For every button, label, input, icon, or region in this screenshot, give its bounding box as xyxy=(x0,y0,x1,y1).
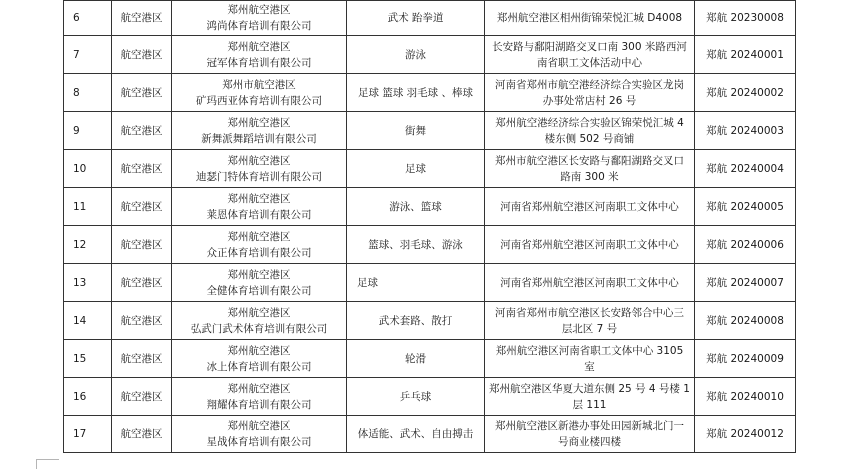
company-name-cell-text: 迪瑟门特体育培训有限公司 xyxy=(196,170,322,183)
company-name-cell-text: 郑州航空港区 xyxy=(227,154,291,167)
table-row xyxy=(64,416,796,453)
table-row xyxy=(64,150,796,188)
row-number-cell-text: 7 xyxy=(73,48,80,61)
district-cell xyxy=(112,340,172,378)
sport-cell-text: 足球 篮球 羽毛球 、棒球 xyxy=(357,86,473,99)
company-name-cell xyxy=(172,416,347,453)
license-number-cell-text: 郑航 20240004 xyxy=(706,162,784,175)
sport-cell xyxy=(347,416,485,453)
address-cell xyxy=(485,264,695,302)
address-cell-text: 郑州市航空港区长安路与鄱阳湖路交叉口 xyxy=(495,154,684,167)
license-number-cell xyxy=(695,264,796,302)
row-number-cell-text: 15 xyxy=(73,352,87,365)
company-name-cell-text: 郑州航空港区 xyxy=(227,116,291,129)
sport-cell-text: 体适能、武术、自由搏击 xyxy=(357,428,474,440)
company-name-cell-text: 新舞派舞蹈培训有限公司 xyxy=(201,132,317,145)
license-number-cell xyxy=(695,36,796,74)
license-number-cell-text: 郑航 20230008 xyxy=(706,12,784,24)
address-cell xyxy=(485,1,695,36)
district-cell xyxy=(112,416,172,453)
address-cell-text: 楼东侧 502 号商铺 xyxy=(544,132,635,145)
license-number-cell-text: 郑航 20240001 xyxy=(706,48,784,61)
company-name-cell xyxy=(172,302,347,340)
company-name-cell xyxy=(172,112,347,150)
sport-cell-text: 街舞 xyxy=(405,124,426,137)
district-cell-text: 航空港区 xyxy=(120,12,163,24)
sport-cell-text: 游泳、篮球 xyxy=(389,200,442,213)
table-row xyxy=(64,74,796,112)
company-name-cell-text: 郑州市航空港区 xyxy=(222,78,296,91)
district-cell-text: 航空港区 xyxy=(120,276,163,289)
company-name-cell-text: 郑州航空港区 xyxy=(227,40,291,53)
row-number-cell xyxy=(64,416,112,453)
row-number-cell xyxy=(64,340,112,378)
row-number-cell-text: 8 xyxy=(73,86,80,99)
district-cell-text: 航空港区 xyxy=(120,428,163,440)
license-number-cell-text: 郑航 20240003 xyxy=(706,124,784,137)
address-cell xyxy=(485,36,695,74)
company-name-cell-text: 星战体育培训有限公司 xyxy=(206,436,312,448)
district-cell xyxy=(112,112,172,150)
company-name-cell-text: 弘武门武术体育培训有限公司 xyxy=(190,322,328,335)
address-cell-text: 河南省郑州市航空港区长安路邻合中心三 xyxy=(495,306,684,319)
company-name-cell-text: 郑州航空港区 xyxy=(227,306,291,319)
row-number-cell-text: 12 xyxy=(73,238,87,251)
address-cell xyxy=(485,416,695,453)
license-number-cell xyxy=(695,416,796,453)
company-name-cell-text: 郑州航空港区 xyxy=(227,4,291,16)
address-cell-text: 郑州航空港区相州街锦荣悦汇城 D4008 xyxy=(496,12,683,24)
company-name-cell xyxy=(172,264,347,302)
table-row xyxy=(64,112,796,150)
license-number-cell xyxy=(695,74,796,112)
address-cell xyxy=(485,188,695,226)
license-number-cell xyxy=(695,150,796,188)
company-name-cell xyxy=(172,1,347,36)
district-cell xyxy=(112,1,172,36)
address-cell xyxy=(485,150,695,188)
address-cell xyxy=(485,74,695,112)
sport-cell xyxy=(347,112,485,150)
company-name-cell xyxy=(172,36,347,74)
license-number-cell xyxy=(695,112,796,150)
district-cell-text: 航空港区 xyxy=(120,48,163,61)
sport-cell xyxy=(347,378,485,416)
sport-cell-text: 足球 xyxy=(405,162,426,175)
address-cell-text: 河南省郑州航空港区河南职工文体中心 xyxy=(500,200,679,213)
sport-cell xyxy=(347,340,485,378)
license-number-cell-text: 郑航 20240006 xyxy=(706,238,784,251)
company-name-cell-text: 冰上体育培训有限公司 xyxy=(206,360,312,373)
row-number-cell-text: 16 xyxy=(73,390,87,403)
sport-cell xyxy=(347,74,485,112)
row-number-cell xyxy=(64,226,112,264)
address-cell xyxy=(485,226,695,264)
district-cell-text: 航空港区 xyxy=(120,124,163,137)
district-cell xyxy=(112,36,172,74)
sport-cell-text: 武术套路、散打 xyxy=(378,314,453,327)
table-row xyxy=(64,36,796,74)
address-cell-text: 郑州航空港区河南省职工文体中心 3105 xyxy=(495,344,684,357)
district-cell-text: 航空港区 xyxy=(120,162,163,175)
district-cell xyxy=(112,264,172,302)
district-cell-text: 航空港区 xyxy=(120,314,163,327)
registration-table xyxy=(63,0,796,453)
company-name-cell xyxy=(172,340,347,378)
district-cell xyxy=(112,150,172,188)
table-row xyxy=(64,264,796,302)
sport-cell xyxy=(347,264,485,302)
address-cell-text: 号商业楼四楼 xyxy=(558,436,621,448)
license-number-cell-text: 郑航 20240002 xyxy=(706,86,784,99)
row-number-cell-text: 11 xyxy=(73,200,87,213)
address-cell xyxy=(485,112,695,150)
row-number-cell xyxy=(64,378,112,416)
sport-cell-text: 乒乓球 xyxy=(399,390,432,403)
address-cell xyxy=(485,302,695,340)
license-number-cell-text: 郑航 20240009 xyxy=(706,352,784,365)
address-cell-text: 长安路与鄱阳湖路交叉口南 300 米路西河 xyxy=(492,40,687,53)
row-number-cell-text: 10 xyxy=(73,162,87,175)
district-cell-text: 航空港区 xyxy=(120,352,163,365)
license-number-cell-text: 郑航 20240010 xyxy=(706,390,784,403)
row-number-cell xyxy=(64,188,112,226)
address-cell-text: 室 xyxy=(584,360,595,373)
company-name-cell xyxy=(172,74,347,112)
company-name-cell-text: 众正体育培训有限公司 xyxy=(206,246,312,259)
sport-cell xyxy=(347,302,485,340)
address-cell-text: 河南省郑州航空港区河南职工文体中心 xyxy=(500,238,679,251)
sport-cell xyxy=(347,36,485,74)
company-name-cell-text: 冠军体育培训有限公司 xyxy=(206,56,312,69)
license-number-cell-text: 郑航 20240005 xyxy=(706,200,784,213)
address-cell-text: 郑州航空港经济综合实验区锦荣悦汇城 4 xyxy=(495,116,684,129)
sport-cell xyxy=(347,188,485,226)
table-row xyxy=(64,378,796,416)
district-cell xyxy=(112,188,172,226)
sport-cell xyxy=(347,150,485,188)
sport-cell-text: 武术 跆拳道 xyxy=(387,12,444,24)
district-cell xyxy=(112,226,172,264)
company-name-cell-text: 郑州航空港区 xyxy=(227,344,291,357)
district-cell-text: 航空港区 xyxy=(120,200,163,213)
district-cell xyxy=(112,74,172,112)
address-cell-text: 河南省郑州航空港区河南职工文体中心 xyxy=(500,276,679,289)
license-number-cell xyxy=(695,378,796,416)
address-cell xyxy=(485,340,695,378)
row-number-cell-text: 17 xyxy=(73,428,87,440)
address-cell xyxy=(485,378,695,416)
table-row xyxy=(64,302,796,340)
row-number-cell-text: 9 xyxy=(73,124,80,137)
table-row xyxy=(64,1,796,36)
company-name-cell-text: 郑州航空港区 xyxy=(227,268,291,281)
company-name-cell-text: 莱恩体育培训有限公司 xyxy=(206,208,312,221)
sport-cell-text: 足球 xyxy=(357,276,378,289)
sport-cell-text: 轮滑 xyxy=(405,352,426,365)
row-number-cell xyxy=(64,302,112,340)
sport-cell xyxy=(347,1,485,36)
sport-cell-text: 篮球、羽毛球、游泳 xyxy=(368,238,463,251)
license-number-cell-text: 郑航 20240008 xyxy=(706,314,784,327)
district-cell-text: 航空港区 xyxy=(120,238,163,251)
address-cell-text: 层 111 xyxy=(572,398,607,411)
row-number-cell xyxy=(64,112,112,150)
row-number-cell xyxy=(64,150,112,188)
district-cell-text: 航空港区 xyxy=(120,390,163,403)
sport-cell xyxy=(347,226,485,264)
license-number-cell-text: 郑航 20240007 xyxy=(706,276,784,289)
company-name-cell xyxy=(172,150,347,188)
address-cell-text: 层北区 7 号 xyxy=(561,322,618,335)
company-name-cell xyxy=(172,226,347,264)
row-number-cell-text: 13 xyxy=(73,276,87,289)
license-number-cell xyxy=(695,1,796,36)
district-cell xyxy=(112,302,172,340)
row-number-cell xyxy=(64,264,112,302)
company-name-cell-text: 翔耀体育培训有限公司 xyxy=(206,398,312,411)
district-cell-text: 航空港区 xyxy=(120,86,163,99)
license-number-cell xyxy=(695,188,796,226)
company-name-cell-text: 全健体育培训有限公司 xyxy=(206,284,312,297)
address-cell-text: 南省职工文体活动中心 xyxy=(537,56,642,69)
row-number-cell xyxy=(64,74,112,112)
row-number-cell xyxy=(64,36,112,74)
address-cell-text: 郑州航空港区新港办事处田园新城北门一 xyxy=(495,420,684,432)
address-cell-text: 郑州航空港区华夏大道东侧 25 号 4 号楼 1 xyxy=(489,382,690,395)
company-name-cell-text: 郑州航空港区 xyxy=(227,420,291,432)
sport-cell-text: 游泳 xyxy=(405,48,426,61)
company-name-cell xyxy=(172,188,347,226)
company-name-cell-text: 矿玛西亚体育培训有限公司 xyxy=(196,94,322,107)
license-number-cell xyxy=(695,226,796,264)
company-name-cell xyxy=(172,378,347,416)
row-number-cell xyxy=(64,1,112,36)
company-name-cell-text: 郑州航空港区 xyxy=(227,382,291,395)
table-row xyxy=(64,188,796,226)
table-row xyxy=(64,340,796,378)
address-cell-text: 路南 300 米 xyxy=(560,170,619,183)
license-number-cell-text: 郑航 20240012 xyxy=(706,428,784,440)
address-cell-text: 办事处常店村 26 号 xyxy=(542,94,637,107)
table-body xyxy=(64,1,796,453)
row-number-cell-text: 6 xyxy=(73,12,80,24)
license-number-cell xyxy=(695,302,796,340)
company-name-cell-text: 鸿尚体育培训有限公司 xyxy=(206,20,312,32)
row-number-cell-text: 14 xyxy=(73,314,87,327)
company-name-cell-text: 郑州航空港区 xyxy=(227,230,291,243)
address-cell-text: 河南省郑州市航空港经济综合实验区龙岗 xyxy=(495,78,684,91)
district-cell xyxy=(112,378,172,416)
table-row xyxy=(64,226,796,264)
license-number-cell xyxy=(695,340,796,378)
company-name-cell-text: 郑州航空港区 xyxy=(227,192,291,205)
